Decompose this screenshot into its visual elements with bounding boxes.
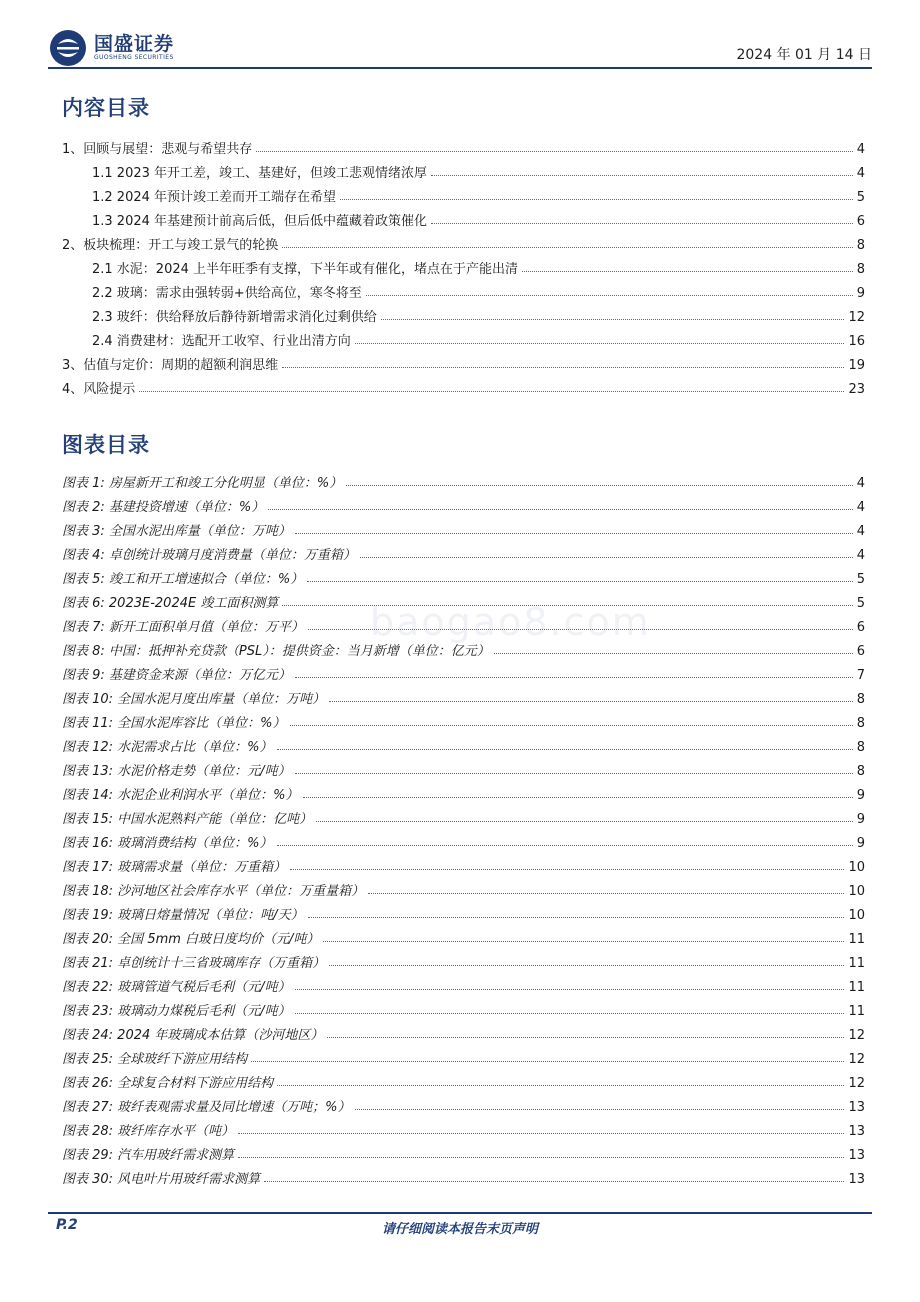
page-number: P.2 bbox=[56, 1217, 78, 1233]
dot-leader bbox=[368, 893, 844, 894]
figure-item-page: 13 bbox=[848, 1172, 865, 1187]
figure-item-label: 图表 30: 风电叶片用玻纤需求测算 bbox=[62, 1172, 261, 1187]
figure-item-page: 11 bbox=[848, 1004, 865, 1019]
dot-leader bbox=[282, 605, 852, 606]
figure-item-page: 12 bbox=[848, 1028, 865, 1043]
dot-leader bbox=[295, 989, 845, 990]
toc-item-page: 8 bbox=[856, 262, 865, 277]
figure-item-page: 12 bbox=[848, 1076, 865, 1091]
toc-title: 内容目录 bbox=[62, 96, 150, 120]
figure-list-item[interactable] bbox=[62, 851, 865, 875]
dot-leader bbox=[277, 1085, 844, 1086]
toc-item-page: 6 bbox=[856, 214, 865, 229]
figure-item-page: 8 bbox=[856, 692, 865, 707]
figure-item-page: 13 bbox=[848, 1148, 865, 1163]
figure-item-page: 10 bbox=[848, 860, 865, 875]
guosheng-logo-icon bbox=[48, 28, 88, 68]
toc-item[interactable] bbox=[62, 301, 865, 325]
figure-item-label: 图表 18: 沙河地区社会库存水平（单位：万重量箱） bbox=[62, 884, 365, 899]
dot-leader bbox=[355, 1109, 845, 1110]
toc-item[interactable] bbox=[62, 325, 865, 349]
dot-leader bbox=[307, 581, 852, 582]
figure-list-item[interactable] bbox=[62, 947, 865, 971]
figure-list-item[interactable] bbox=[62, 875, 865, 899]
figure-item-label: 图表 20: 全国 5mm 白玻日度均价（元/吨） bbox=[62, 932, 320, 947]
figure-item-label: 图表 29: 汽车用玻纤需求测算 bbox=[62, 1148, 235, 1163]
figure-list-item[interactable] bbox=[62, 803, 865, 827]
footer-divider bbox=[48, 1212, 872, 1214]
toc-item-page: 4 bbox=[856, 142, 865, 157]
figure-list-item[interactable] bbox=[62, 683, 865, 707]
figure-item-label: 图表 11: 全国水泥库容比（单位：%） bbox=[62, 716, 286, 731]
dot-leader bbox=[340, 199, 853, 200]
figure-item-page: 6 bbox=[856, 644, 865, 659]
figure-list-item[interactable] bbox=[62, 611, 865, 635]
toc-item-label: 4、风险提示 bbox=[62, 382, 136, 397]
dot-leader bbox=[277, 845, 853, 846]
dot-leader bbox=[295, 1013, 845, 1014]
dot-leader bbox=[277, 749, 853, 750]
figure-list-item[interactable] bbox=[62, 587, 865, 611]
toc-item[interactable] bbox=[62, 133, 865, 157]
toc-item-label: 2.1 水泥：2024 上半年旺季有支撑，下半年或有催化，堵点在于产能出清 bbox=[92, 262, 519, 277]
toc-item-page: 4 bbox=[856, 166, 865, 181]
header-divider bbox=[48, 67, 872, 69]
figure-list-item[interactable] bbox=[62, 971, 865, 995]
figure-item-page: 9 bbox=[856, 812, 865, 827]
toc-item[interactable] bbox=[62, 253, 865, 277]
toc-item[interactable] bbox=[62, 349, 865, 373]
figure-item-page: 11 bbox=[848, 956, 865, 971]
figure-item-page: 9 bbox=[856, 788, 865, 803]
toc-item[interactable] bbox=[62, 157, 865, 181]
figure-list-item[interactable] bbox=[62, 923, 865, 947]
dot-leader bbox=[327, 1037, 844, 1038]
figure-item-page: 10 bbox=[848, 908, 865, 923]
figure-item-label: 图表 16: 玻璃消费结构（单位：%） bbox=[62, 836, 273, 851]
dot-leader bbox=[238, 1157, 844, 1158]
page-header bbox=[48, 26, 872, 70]
figure-item-label: 图表 1: 房屋新开工和竣工分化明显（单位：%） bbox=[62, 476, 343, 491]
figure-item-page: 4 bbox=[856, 476, 865, 491]
toc-list bbox=[62, 133, 865, 397]
dot-leader bbox=[329, 965, 844, 966]
figure-item-label: 图表 10: 全国水泥月度出库量（单位：万吨） bbox=[62, 692, 326, 707]
figure-item-page: 8 bbox=[856, 740, 865, 755]
toc-item-label: 1.3 2024 年基建预计前高后低，但后低中蕴藏着政策催化 bbox=[92, 214, 428, 229]
figure-item-label: 图表 22: 玻璃管道气税后毛利（元/吨） bbox=[62, 980, 291, 995]
toc-item[interactable] bbox=[62, 277, 865, 301]
dot-leader bbox=[303, 797, 853, 798]
figure-list-item[interactable] bbox=[62, 779, 865, 803]
figure-item-label: 图表 17: 玻璃需求量（单位：万重箱） bbox=[62, 860, 287, 875]
toc-item[interactable] bbox=[62, 181, 865, 205]
toc-item[interactable] bbox=[62, 229, 865, 253]
figure-item-label: 图表 23: 玻璃动力煤税后毛利（元/吨） bbox=[62, 1004, 291, 1019]
dot-leader bbox=[290, 869, 844, 870]
toc-item-page: 23 bbox=[848, 382, 865, 397]
figure-list-item[interactable] bbox=[62, 563, 865, 587]
dot-leader bbox=[139, 391, 844, 392]
dot-leader bbox=[431, 175, 853, 176]
dot-leader bbox=[268, 509, 852, 510]
figure-list-item[interactable] bbox=[62, 539, 865, 563]
toc-item-label: 2.4 消费建材：选配开工收窄、行业出清方向 bbox=[92, 334, 351, 349]
figure-list-item[interactable] bbox=[62, 827, 865, 851]
figure-list-item[interactable] bbox=[62, 659, 865, 683]
figure-item-page: 12 bbox=[848, 1052, 865, 1067]
figure-item-page: 4 bbox=[856, 524, 865, 539]
dot-leader bbox=[494, 653, 853, 654]
figure-item-page: 11 bbox=[848, 932, 865, 947]
dot-leader bbox=[251, 1061, 844, 1062]
toc-item[interactable] bbox=[62, 205, 865, 229]
toc-item-label: 1.1 2023 年开工差，竣工、基建好，但竣工悲观情绪浓厚 bbox=[92, 166, 428, 181]
dot-leader bbox=[264, 1181, 844, 1182]
figure-list-item[interactable] bbox=[62, 1019, 865, 1043]
toc-item[interactable] bbox=[62, 373, 865, 397]
toc-item-label: 2.3 玻纤：供给释放后静待新增需求消化过剩供给 bbox=[92, 310, 377, 325]
dot-leader bbox=[308, 629, 853, 630]
dot-leader bbox=[329, 701, 853, 702]
report-date: 2024 年 01 月 14 日 bbox=[736, 47, 872, 63]
figure-list-item[interactable] bbox=[62, 1091, 865, 1115]
figure-item-page: 13 bbox=[848, 1124, 865, 1139]
figure-item-page: 4 bbox=[856, 500, 865, 515]
figure-list-item[interactable] bbox=[62, 635, 865, 659]
figure-list-item[interactable] bbox=[62, 491, 865, 515]
figure-item-label: 图表 27: 玻纤表观需求量及同比增速（万吨；%） bbox=[62, 1100, 351, 1115]
figure-list-item[interactable] bbox=[62, 707, 865, 731]
figure-list-item[interactable] bbox=[62, 1067, 865, 1091]
figure-item-label: 图表 5: 竣工和开工增速拟合（单位：%） bbox=[62, 572, 304, 587]
toc-item-page: 9 bbox=[856, 286, 865, 301]
toc-item-label: 2、板块梳理：开工与竣工景气的轮换 bbox=[62, 238, 279, 253]
figure-item-label: 图表 7: 新开工面积单月值（单位：万平） bbox=[62, 620, 304, 635]
figure-item-page: 9 bbox=[856, 836, 865, 851]
figure-item-page: 8 bbox=[856, 716, 865, 731]
figure-list-item[interactable] bbox=[62, 467, 865, 491]
dot-leader bbox=[295, 773, 853, 774]
figure-item-label: 图表 28: 玻纤库存水平（吨） bbox=[62, 1124, 235, 1139]
figure-item-page: 13 bbox=[848, 1100, 865, 1115]
figure-item-label: 图表 19: 玻璃日熔量情况（单位：吨/天） bbox=[62, 908, 304, 923]
dot-leader bbox=[282, 247, 852, 248]
figure-item-page: 7 bbox=[856, 668, 865, 683]
figure-list-item[interactable] bbox=[62, 731, 865, 755]
toc-item-page: 19 bbox=[848, 358, 865, 373]
toc-item-label: 1.2 2024 年预计竣工差而开工端存在希望 bbox=[92, 190, 337, 205]
figure-item-page: 4 bbox=[856, 548, 865, 563]
dot-leader bbox=[431, 223, 853, 224]
figure-item-page: 5 bbox=[856, 596, 865, 611]
figure-item-label: 图表 8: 中国：抵押补充贷款（PSL）：提供资金：当月新增（单位：亿元） bbox=[62, 644, 490, 659]
dot-leader bbox=[522, 271, 853, 272]
figure-item-label: 图表 4: 卓创统计玻璃月度消费量（单位：万重箱） bbox=[62, 548, 356, 563]
figure-list-item[interactable] bbox=[62, 995, 865, 1019]
figure-item-label: 图表 26: 全球复合材料下游应用结构 bbox=[62, 1076, 274, 1091]
toc-item-page: 12 bbox=[848, 310, 865, 325]
dot-leader bbox=[256, 151, 852, 152]
figure-list-item[interactable] bbox=[62, 1115, 865, 1139]
dot-leader bbox=[355, 343, 845, 344]
dot-leader bbox=[238, 1133, 844, 1134]
figure-list-item[interactable] bbox=[62, 1043, 865, 1067]
dot-leader bbox=[323, 941, 844, 942]
figure-list-item[interactable] bbox=[62, 899, 865, 923]
figure-item-page: 11 bbox=[848, 980, 865, 995]
figure-item-page: 5 bbox=[856, 572, 865, 587]
dot-leader bbox=[295, 677, 853, 678]
toc-item-label: 1、回顾与展望：悲观与希望共存 bbox=[62, 142, 253, 157]
figure-item-label: 图表 3: 全国水泥出库量（单位：万吨） bbox=[62, 524, 291, 539]
figure-item-label: 图表 21: 卓创统计十三省玻璃库存（万重箱） bbox=[62, 956, 326, 971]
toc-item-label: 2.2 玻璃：需求由强转弱+供给高位，寒冬将至 bbox=[92, 286, 362, 301]
figure-item-page: 6 bbox=[856, 620, 865, 635]
figure-item-label: 图表 2: 基建投资增速（单位：%） bbox=[62, 500, 265, 515]
dot-leader bbox=[295, 533, 853, 534]
logo-name-en: GUOSHENG SECURITIES bbox=[94, 54, 174, 61]
figure-list-item[interactable] bbox=[62, 1163, 865, 1187]
figure-item-label: 图表 25: 全球玻纤下游应用结构 bbox=[62, 1052, 248, 1067]
figure-item-label: 图表 12: 水泥需求占比（单位：%） bbox=[62, 740, 273, 755]
toc-item-page: 8 bbox=[856, 238, 865, 253]
company-logo bbox=[48, 28, 174, 68]
dot-leader bbox=[360, 557, 853, 558]
figure-item-page: 8 bbox=[856, 764, 865, 779]
figure-list-title: 图表目录 bbox=[62, 433, 150, 457]
figure-item-label: 图表 6: 2023E-2024E 竣工面积测算 bbox=[62, 596, 279, 611]
figure-item-label: 图表 15: 中国水泥熟料产能（单位：亿吨） bbox=[62, 812, 313, 827]
figure-item-page: 10 bbox=[848, 884, 865, 899]
footer-disclaimer: 请仔细阅读本报告末页声明 bbox=[381, 1222, 538, 1237]
figure-item-label: 图表 9: 基建资金来源（单位：万亿元） bbox=[62, 668, 291, 683]
dot-leader bbox=[282, 367, 844, 368]
toc-item-page: 5 bbox=[856, 190, 865, 205]
dot-leader bbox=[346, 485, 852, 486]
dot-leader bbox=[316, 821, 853, 822]
toc-item-page: 16 bbox=[848, 334, 865, 349]
dot-leader bbox=[308, 917, 845, 918]
logo-name-cn: 国盛证券 bbox=[94, 33, 175, 55]
dot-leader bbox=[290, 725, 853, 726]
figure-item-label: 图表 13: 水泥价格走势（单位：元/吨） bbox=[62, 764, 291, 779]
dot-leader bbox=[381, 319, 845, 320]
figure-list-item[interactable] bbox=[62, 755, 865, 779]
figure-item-label: 图表 24: 2024 年玻璃成本估算（沙河地区） bbox=[62, 1028, 324, 1043]
toc-item-label: 3、估值与定价：周期的超额利润思维 bbox=[62, 358, 279, 373]
figure-list-item[interactable] bbox=[62, 515, 865, 539]
figure-list-item[interactable] bbox=[62, 1139, 865, 1163]
watermark-text: baogao8.com bbox=[370, 600, 651, 644]
dot-leader bbox=[366, 295, 853, 296]
figure-list bbox=[62, 467, 865, 1187]
figure-item-label: 图表 14: 水泥企业利润水平（单位：%） bbox=[62, 788, 299, 803]
